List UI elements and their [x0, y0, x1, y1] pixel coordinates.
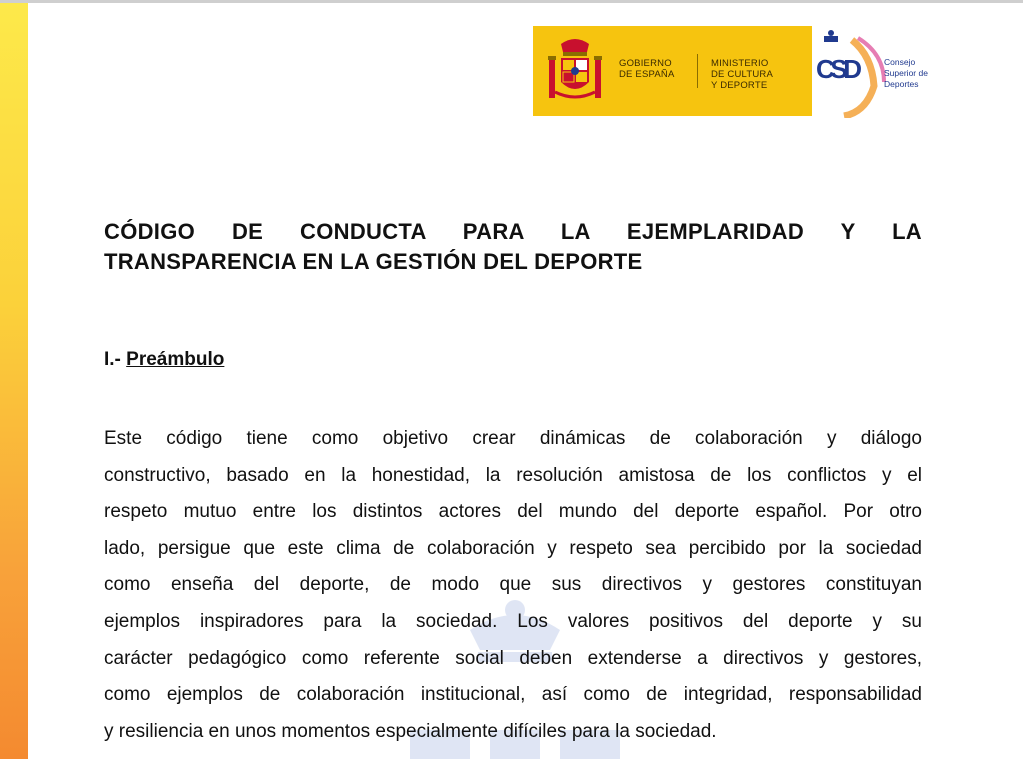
csd-caption: Consejo Superior de Deportes: [884, 57, 928, 89]
coat-of-arms-icon: [547, 36, 603, 106]
paragraph-line: como ejemplos de colaboración institucional, así como de integridad, responsabilidad: [104, 684, 922, 706]
crown-icon: [824, 30, 838, 42]
paragraph-line: lado, persigue que este clima de colaboración y respeto sea percibido por la sociedad: [104, 537, 922, 559]
paragraph-line: carácter pedagógico como referente social deben extenderse a directivos y gestores,: [104, 647, 922, 669]
section-title: Preámbulo: [126, 349, 225, 370]
paragraph-line: ejemplos inspiradores para la sociedad. Los valores positivos del deporte y su: [104, 610, 922, 632]
gobierno-ministerio-logo: [533, 26, 812, 116]
top-border: [0, 0, 1023, 3]
paragraph-line: y resiliencia en unos momentos especialmente difíciles para la sociedad.: [104, 720, 717, 742]
title-line-1: CÓDIGO DE CONDUCTA PARA LA EJEMPLARIDAD Y LA: [104, 219, 922, 244]
paragraph-line: respeto mutuo entre los distintos actores del mundo del deporte español. Por otro: [104, 501, 922, 523]
title-line-2: TRANSPARENCIA EN LA GESTIÓN DEL DEPORTE: [104, 249, 643, 274]
document-title: [104, 217, 922, 277]
paragraph-line: constructivo, basado en la honestidad, la resolución amistosa de los conflictos y el: [104, 464, 922, 486]
decorative-side-bar: [0, 3, 28, 759]
preamble-paragraph: [104, 421, 922, 750]
logo-divider: [697, 54, 698, 88]
ministerio-text: MINISTERIO DE CULTURA Y DEPORTE: [711, 58, 773, 91]
svg-text:CSD: CSD: [816, 54, 862, 84]
paragraph-line: Este código tiene como objetivo crear dinámicas de colaboración y diálogo: [104, 428, 922, 449]
gobierno-text: GOBIERNO DE ESPAÑA: [619, 58, 675, 80]
section-heading: [104, 348, 224, 372]
paragraph-line: como enseña del deporte, de modo que sus directivos y gestores constituyan: [104, 574, 922, 596]
section-number: I.-: [104, 349, 121, 370]
